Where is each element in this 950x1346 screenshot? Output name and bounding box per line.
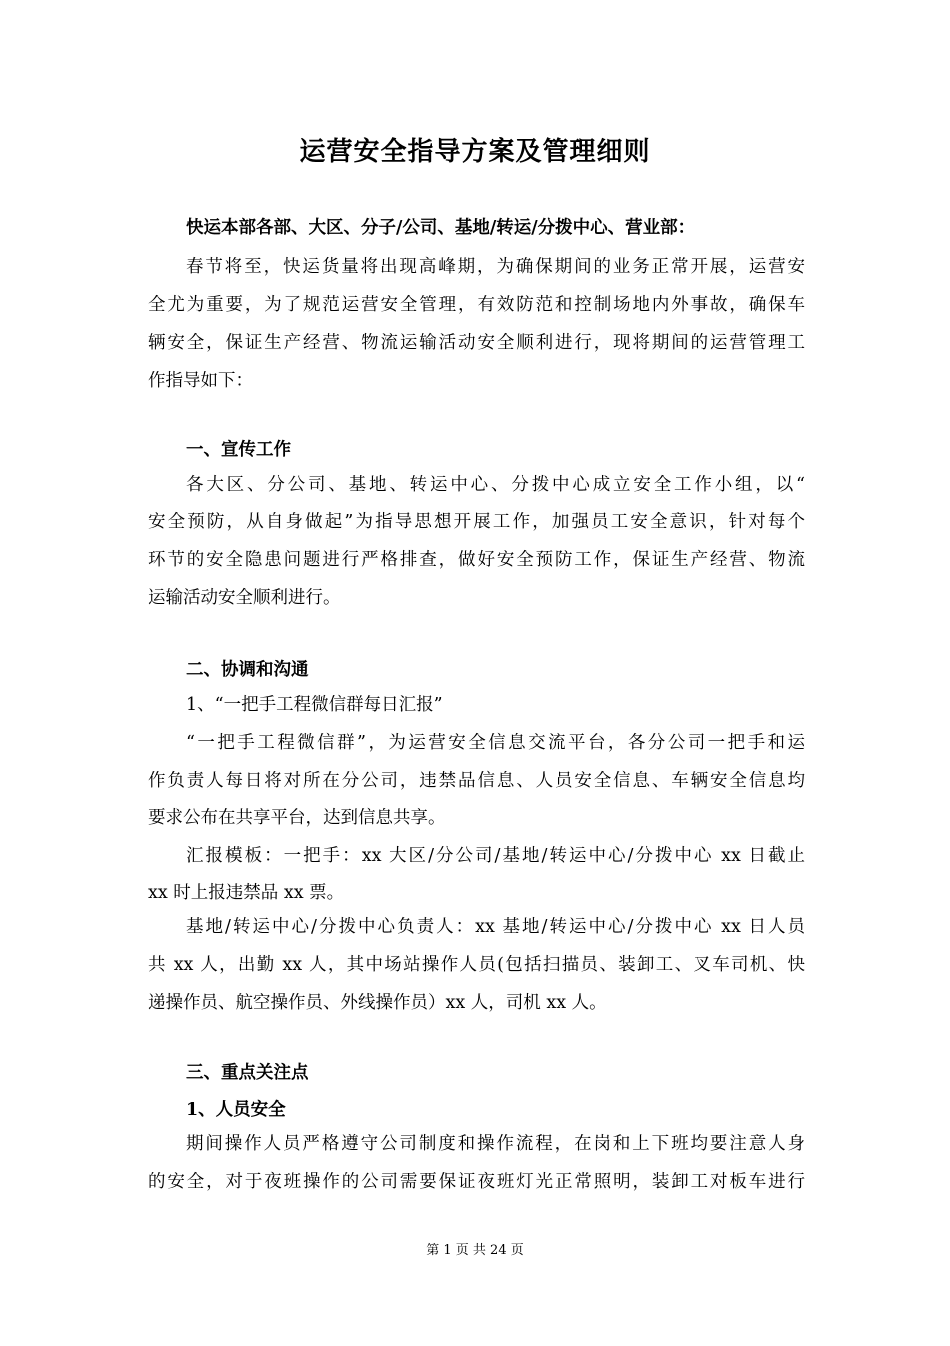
intro-line: 全尤为重要，为了规范运营安全管理，有效防范和控制场地内外事故，确保车 [148,295,805,315]
section-line: 运输活动安全顺利进行。 [148,588,341,608]
section-line: 递操作员、航空操作员、外线操作员）xx 人，司机 xx 人。 [148,993,607,1013]
section-line: xx 时上报违禁品 xx 票。 [148,883,345,903]
section-line: 汇报模板：一把手：xx 大区/分公司/基地/转运中心/分拨中心 xx 日截止 [186,846,805,866]
section-line: “一把手工程微信群”，为运营安全信息交流平台，各分公司一把手和运 [186,733,805,753]
intro-line: 作指导如下： [148,371,253,391]
addressee-line: 快运本部各部、大区、分子/公司、基地/转运/分拨中心、营业部： [186,218,696,238]
document-title: 运营安全指导方案及管理细则 [299,137,651,167]
section-line: 期间操作人员严格遵守公司制度和操作流程，在岗和上下班均要注意人身 [186,1134,805,1154]
section-subheading: 1、“一把手工程微信群每日汇报” [186,695,443,715]
section-line: 的安全，对于夜班操作的公司需要保证夜班灯光正常照明，装卸工对板车进行 [148,1172,805,1192]
section-heading: 三、重点关注点 [186,1063,309,1083]
section-heading: 二、协调和沟通 [186,660,309,680]
section-line: 安全预防，从自身做起”为指导思想开展工作，加强员工安全意识，针对每个 [148,512,805,532]
intro-line: 辆安全，保证生产经营、物流运输活动安全顺利进行，现将期间的运营管理工 [148,333,805,353]
section-line: 各大区、分公司、基地、转运中心、分拨中心成立安全工作小组，以“ [186,475,805,495]
page-footer: 第 1 页 共 24 页 [426,1243,524,1258]
section-line: 共 xx 人，出勤 xx 人，其中场站操作人员(包括扫描员、装卸工、叉车司机、快 [148,955,805,975]
section-line: 环节的安全隐患问题进行严格排查，做好安全预防工作，保证生产经营、物流 [148,550,805,570]
section-line: 基地/转运中心/分拨中心负责人：xx 基地/转运中心/分拨中心 xx 日人员 [186,917,805,937]
section-heading: 一、宣传工作 [186,440,291,460]
intro-line: 春节将至，快运货量将出现高峰期，为确保期间的业务正常开展，运营安 [186,257,805,277]
section-subheading: 1、人员安全 [186,1100,286,1120]
section-line: 作负责人每日将对所在分公司，违禁品信息、人员安全信息、车辆安全信息均 [148,771,805,791]
section-line: 要求公布在共享平台，达到信息共享。 [148,808,446,828]
